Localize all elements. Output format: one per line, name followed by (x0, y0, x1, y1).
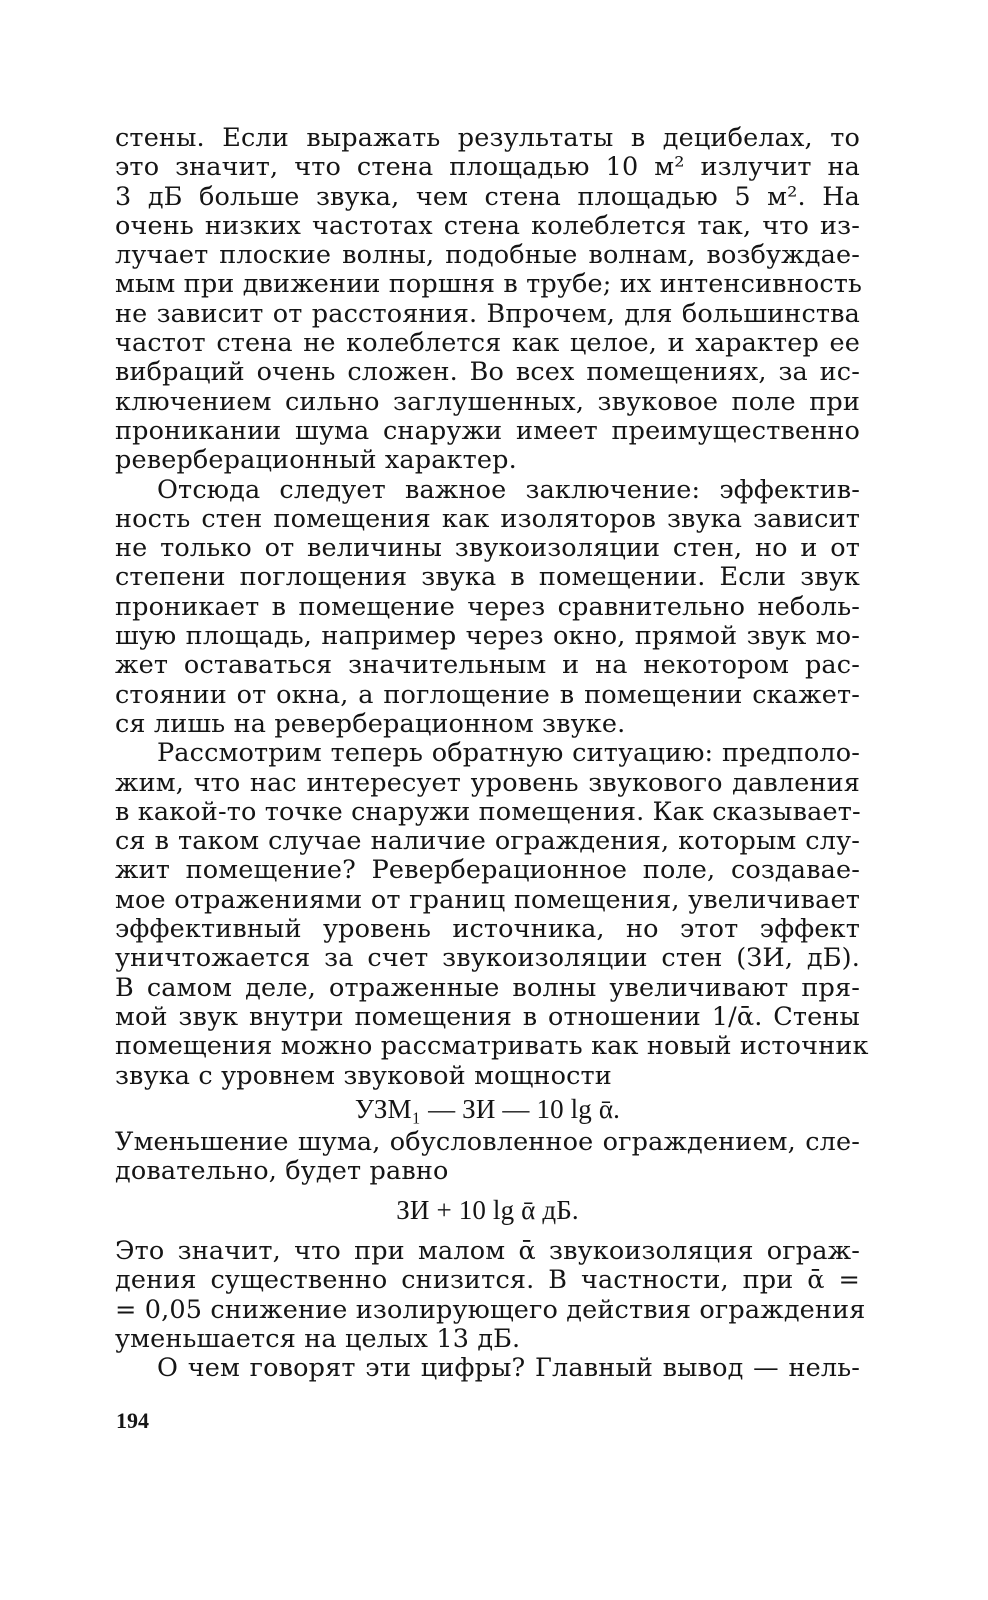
text-line: довательно, будет равно (115, 1156, 449, 1187)
text-line: это значит, что стена площадью 10 м² излучит на (115, 152, 860, 183)
text-line: помещения можно рассматривать как новый источник (115, 1031, 869, 1062)
equation: УЗМ₁ — ЗИ — 10 lg ᾱ. (354, 1093, 621, 1124)
text-line: частот стена не колеблется как целое, и характер ее (115, 328, 860, 359)
paragraph-start-line: Отсюда следует важное заключение: эффектив- (157, 474, 860, 505)
text-line: мым при движении поршня в трубе; их интенсивность (115, 269, 863, 300)
text-line: очень низких частотах стена колеблется так, что из- (115, 210, 860, 241)
text-line: ключением сильно заглушенных, звуковое поле при (115, 386, 860, 417)
text-line: эффективный уровень источника, но этот эффект (115, 914, 860, 945)
text-line: ся в таком случае наличие ограждения, которым слу- (115, 826, 860, 857)
text-line: звука с уровнем звуковой мощности (115, 1060, 612, 1091)
page-text (115, 123, 869, 1384)
text-line: проникает в помещение через сравнительно неболь- (115, 591, 860, 622)
page-number: 194 (116, 1408, 149, 1433)
text-line: Уменьшение шума, обусловленное ограждением, сле- (115, 1127, 860, 1158)
paragraph-start-line: О чем говорят эти цифры? Главный вывод — нель- (157, 1353, 860, 1384)
text-line: жим, что нас интересует уровень звукового давления (115, 767, 860, 798)
text-line: В самом деле, отраженные волны увеличивают пря- (115, 972, 860, 1003)
text-line: ность стен помещения как изоляторов звука зависит (115, 503, 860, 534)
text-line: стены. Если выражать результаты в децибелах, то (115, 123, 860, 153)
text-line: реверберационный характер. (115, 445, 517, 476)
text-line: Это значит, что при малом ᾱ звукоизоляция ограж- (115, 1235, 860, 1266)
text-line: жит помещение? Реверберационное поле, создавае- (115, 855, 860, 886)
text-line: уничтожается за счет звукоизоляции стен (ЗИ, дБ). (115, 943, 860, 974)
text-line: в какой-то точке снаружи помещения. Как сказывает- (115, 796, 861, 827)
text-line: шую площадь, например через окно, прямой звук мо- (115, 621, 860, 652)
text-line: лучает плоские волны, подобные волнам, возбуждае- (115, 240, 860, 271)
text-line: ся лишь на реверберационном звуке. (115, 708, 626, 739)
text-line: степени поглощения звука в помещении. Если звук (115, 562, 860, 593)
text-line: мое отражениями от границ помещения, увеличивает (115, 884, 860, 915)
paragraph-start-line: Рассмотрим теперь обратную ситуацию: предполо- (157, 738, 860, 769)
text-line: не зависит от расстояния. Впрочем, для большинства (115, 298, 860, 329)
text-line: не только от величины звукоизоляции стен, но и от (115, 533, 860, 564)
text-line: проникании шума снаружи имеет преимущественно (115, 415, 860, 446)
text-line: жет оставаться значительным и на некотором рас- (115, 650, 860, 681)
text-line: мой звук внутри помещения в отношении 1/ᾱ. Стены (115, 1001, 860, 1032)
text-line: дения существенно снизится. В частности, при ᾱ = (115, 1265, 860, 1296)
text-line: = 0,05 снижение изолирующего действия ограждения (115, 1294, 866, 1325)
text-line: стоянии от окна, а поглощение в помещении скажет- (115, 679, 860, 710)
text-line: уменьшается на целых 13 дБ. (115, 1323, 521, 1354)
text-line: 3 дБ больше звука, чем стена площадью 5 м². На (115, 181, 860, 212)
text-line: вибраций очень сложен. Во всех помещениях, за ис- (115, 357, 860, 388)
equation: ЗИ + 10 lg ᾱ дБ. (396, 1194, 579, 1225)
